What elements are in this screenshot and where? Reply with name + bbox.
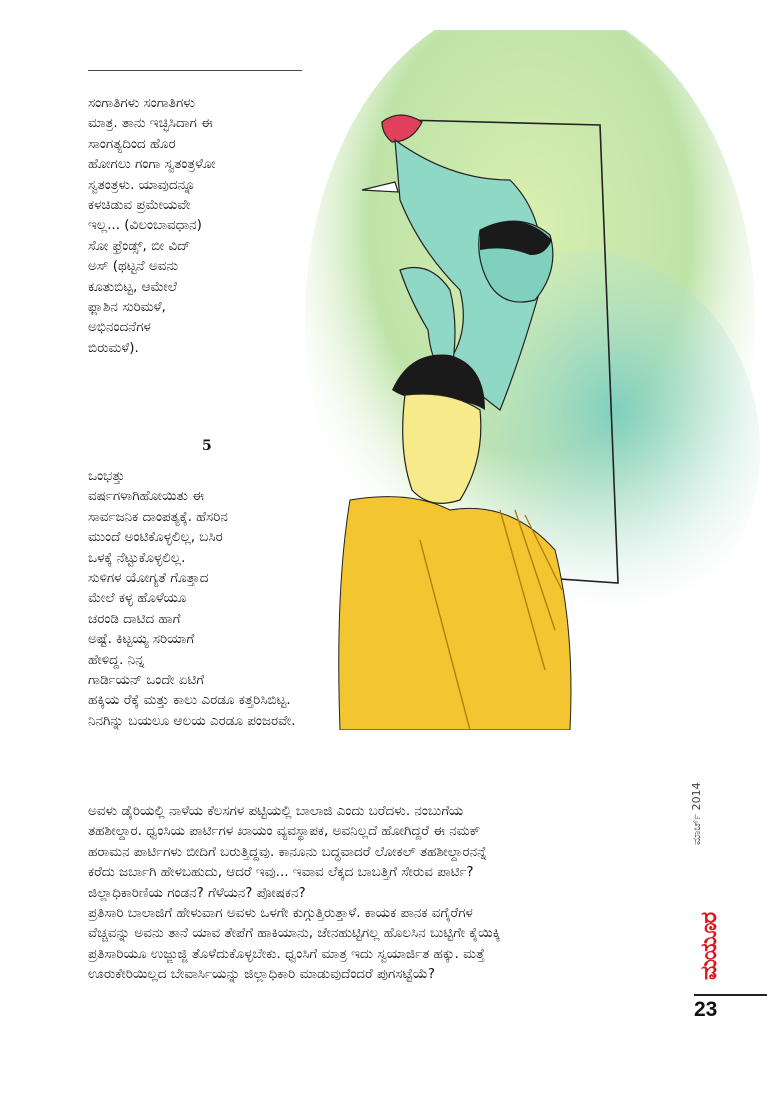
top-rule bbox=[88, 70, 302, 71]
text-line: ಊರುಕೇರಿಯಿಲ್ಲದ ಬೇವಾರ್ಸಿಯನ್ನು ಜಿಲ್ಲಾಧಿಕಾರಿ ಮಾಡುವುದೆಂದರೆ ಪುಗಸಟ್ಟೆಯೆ? bbox=[88, 966, 435, 983]
text-line: ಕೂತುಬಿಟ್ಟ, ಆಮೇಲೆ bbox=[88, 278, 178, 295]
text-line: ಅಸ್ (ಥಟ್ಟನೆ ಅವನು bbox=[88, 258, 179, 275]
text-line: ವರ್ಷಗಳಾಗಿಹೋಯಿತು ಈ bbox=[88, 488, 204, 505]
text-line: ಅವಳು ಡೈರಿಯಲ್ಲಿ ನಾಳೆಯ ಕೆಲಸಗಳ ಪಟ್ಟಿಯಲ್ಲಿ ಬಾಲಾಜಿ ಎಂದು ಬರೆದಳು. ನಂಬುಗೆಯ bbox=[88, 803, 464, 819]
text-line: ವೆಚ್ಚವನ್ನು ಅವನು ತಾನೆ ಯಾವ ತೇಪೆಗೆ ಹಾಕಿಯಾನು, ಜೇನಹುಟ್ಟಿಗಲ್ಲ ಹೊಲಸಿನ ಬುಟ್ಟಿಗೇ ಕೈಯಿಕ್ಕಿ bbox=[88, 925, 501, 942]
intro-column bbox=[88, 93, 308, 358]
text-line: ಚರಂಡಿ ದಾಟಿದ ಹಾಗೆ bbox=[88, 610, 181, 627]
text-line: ಬಿರುಮಳೆ). bbox=[88, 339, 139, 356]
text-line: ಮೇಲೆ ಕಳ್ಳ ಹೊಳೆಯೂ bbox=[88, 590, 187, 607]
text-line: ಒಂಭತ್ತು bbox=[88, 468, 125, 484]
text-line: ಜಿಲ್ಲಾಧಿಕಾರಿಣಿಯ ಗಂಡನ? ಗೆಳೆಯನ? ಪೋಷಕನ? bbox=[88, 884, 306, 901]
text-line: ಮುಂದೆ ಅಂಟಿಕೊಳ್ಳಲಿಲ್ಲ, ಬಸಿರ bbox=[88, 529, 223, 546]
text-line: ತಹಶೀಲ್ದಾರ. ಧ್ವಂಸಿಯ ಪಾರ್ಟಿಗಳ ಖಾಯಂ ವ್ಯವಸ್ಥಾಪಕ, ಅವನಿಲ್ಲದೆ ಹೋಗಿದ್ದರೆ ಈ ನಮಕ್ bbox=[88, 823, 481, 840]
text-line: ಸಂಗಾತಿಗಳು ಸಂಗಾತಿಗಳು bbox=[88, 95, 195, 111]
page-number: 23 bbox=[694, 998, 718, 1021]
issue-date: ಮಾರ್ಚ್ 2014 bbox=[690, 782, 703, 845]
text-line: ಕರೆದು ಜರ್ಬಾಗಿ ಹೇಳಬಹುದು, ಆದರೆ ಇವು... ಇವಾವ ಲೆಕ್ಕದ ಬಾಬತ್ತಿಗೆ ಸೇರುವ ಪಾರ್ಟಿ? bbox=[88, 864, 474, 881]
text-line: ಒಳಕ್ಕೆ ನೆಟ್ಟುಕೊಳ್ಳಲಿಲ್ಲ. bbox=[88, 549, 186, 566]
section-number: 5 bbox=[202, 438, 212, 454]
text-line: ಸ್ವತಂತ್ರಳು. ಯಾವುದನ್ನೂ bbox=[88, 176, 196, 193]
text-line: ಸಾಂಗತ್ಯದಿಂದ ಹೊರ bbox=[88, 135, 176, 152]
text-line: ಸುಳಿಗಳ ಯೋಗ್ಯತೆ ಗೊತ್ತಾದ bbox=[88, 570, 209, 587]
saree bbox=[339, 497, 571, 730]
text-line: ಮಾತ್ರ. ತಾನು ಇಚ್ಛಿಸಿದಾಗ ಈ bbox=[88, 115, 213, 132]
text-line: ನಿನಗಿನ್ನು ಬಯಲೂ ಆಲಯ ಎರಡೂ ಪಂಜರವೇ. bbox=[88, 712, 296, 729]
text-line: ಅಷ್ಟೆ. ಕಿಟ್ಟಯ್ಯ ಸರಿಯಾಗೆ bbox=[88, 631, 195, 648]
body-text bbox=[88, 801, 688, 985]
text-line: ಇಲ್ಲ... (ವಿಲಂಬಾವಧಾನ) bbox=[88, 217, 202, 234]
text-line: ಹರಾಮನ ಪಾರ್ಟಿಗಳು ಬೀದಿಗೆ ಬರುತ್ತಿದ್ದವು. ಕಾನೂನು ಬದ್ಧವಾದರೆ ಲೋಕಲ್ ತಹಶೀಲ್ದಾರನನ್ನೆ bbox=[88, 843, 488, 860]
magazine-logo: ಮಯೂರ bbox=[697, 912, 722, 980]
text-line: ಕಳಚಿಡುವ ಪ್ರಮೇಯವೇ bbox=[88, 197, 191, 214]
footer-rule bbox=[694, 994, 767, 996]
text-line: ಹಕ್ಕಿಯ ರೆಕ್ಕೆ ಮತ್ತು ಕಾಲು ಎರಡೂ ಕತ್ತರಿಸಿಬಿಟ್ಟ. bbox=[88, 692, 291, 709]
text-line: ಗಾರ್ಡಿಯನ್ ಒಂದೇ ಏಟಿಗೆ bbox=[88, 672, 205, 689]
text-line: ಹೇಳಿದ್ದ. ನಿನ್ನ bbox=[88, 651, 145, 668]
text-line: ಪ್ರತಿಸಾರಿ ಬಾಲಾಜಿಗೆ ಹೇಳುವಾಗ ಅವಳು ಒಳಗೇ ಕುಗ್ಗುತ್ತಿರುತ್ತಾಳೆ. ಕಾಯಕ ಪಾನಕ ವಗೈರೆಗಳ bbox=[88, 905, 473, 922]
text-line: ಫ್ಲಾಶಿನ ಸುರಿಮಳೆ, bbox=[88, 299, 166, 316]
text-line: ಹೋಗಲು ಗಂಗಾ ಸ್ವತಂತ್ರಳೋ bbox=[88, 156, 216, 173]
text-line: ಅಭಿನಂದನೆಗಳ bbox=[88, 319, 151, 336]
illustration bbox=[300, 30, 767, 730]
text-line: ಸೋ ಫ್ರೆಂಡ್ಸ್, ಬೀ ವಿದ್ bbox=[88, 237, 191, 254]
text-line: ಸಾರ್ವಜನಿಕ ದಾಂಪತ್ಯಕ್ಕೆ. ಹೆಸರಿನ bbox=[88, 508, 228, 525]
text-line: ಪ್ರತಿಸಾರಿಯೂ ಉಜ್ಜುಜ್ಜಿ ತೊಳೆದುಕೊಳ್ಳಬೇಕು. ಧ್ವಂಸಿಗೆ ಮಾತ್ರ ಇದು ಸ್ವಯಾರ್ಜಿತ ಹಕ್ಕು. ಮತ್ತೆ bbox=[88, 945, 485, 962]
